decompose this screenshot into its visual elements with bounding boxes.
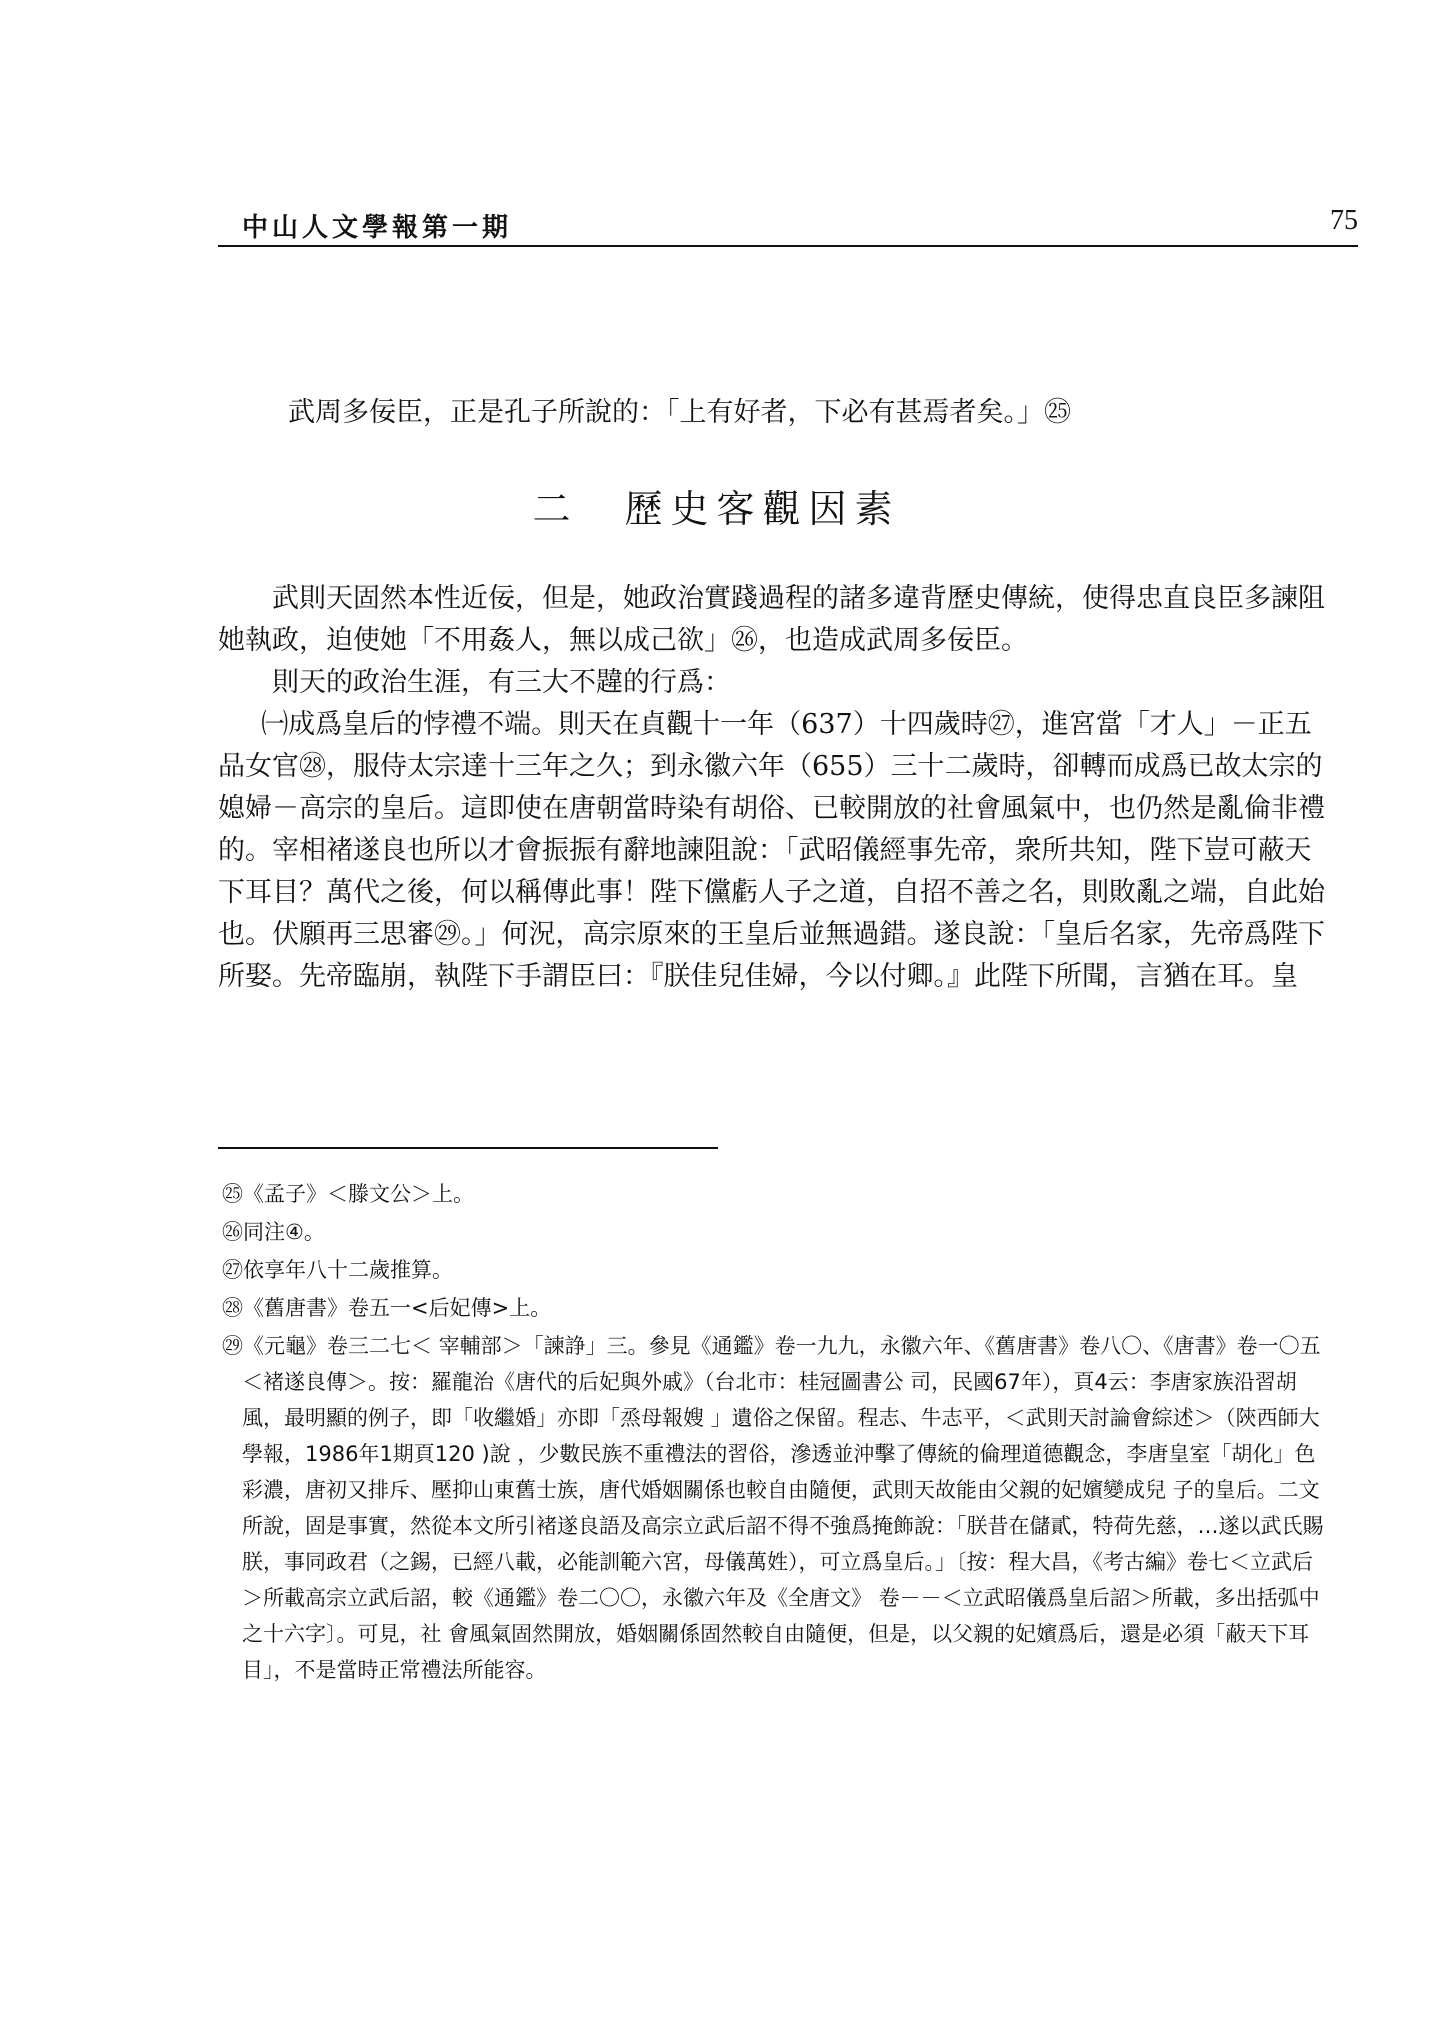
paragraph: ㈠成爲皇后的悖禮不端。則天在貞觀十一年（637）十四歲時㉗，進宮當「才人」－正五品女官㉘，服侍太宗達十三年之久；到永徽六年（655）三十二歲時，卻轉而成爲已故太宗的媳婦－高宗的皇后。這即使在唐朝當時染有胡俗、已較開放的社會風氣中，也仍然是亂倫非禮的。宰相褚遂良也所以才會振振有辭地諫阻說：「武昭儀經事先帝，衆所共知，陛下豈可蔽天下耳目？萬代之後，何以稱傳此事！陛下儻虧人子之道，自招不善之名，則敗亂之端，自此始也。伏願再三思審㉙。」何況，高宗原來的王皇后並無過錯。遂良說：「皇后名家，先帝爲陛下所娶。先帝臨崩，執陛下手謂臣曰：『朕佳兒佳婦，今以付卿。』此陛下所聞，言猶在耳。皇 xyxy=(218,709,1325,992)
paragraph: 武則天固然本性近佞，但是，她政治實踐過程的諸多違背歷史傳統，使得忠直良臣多諫阻她執政，迫使她「不用姦人，無以成己欲」㉖，也造成武周多佞臣。 xyxy=(218,583,1325,656)
page-number: 75 xyxy=(1330,205,1358,236)
footnote: ㉕《孟子》＜滕文公＞上。 xyxy=(222,1182,474,1206)
footnote: ㉙《元龜》卷三二七＜ 宰輔部＞「諫諍」三。參見《通鑑》卷一九九，永徽六年、《舊唐書》卷八〇、《唐書》卷一〇五＜褚遂良傳＞。按：羅龍治《唐代的后妃與外戚》（台北市：桂冠圖書公 司，民國67年），頁4云：李唐家族沿習胡風，最明顯的例子，即「收繼婚」亦即「烝母報嫂 」遺俗之保留。程志、牛志平，＜武則天討論會綜述＞（陝西師大學報，1986年1期頁120 )說 ，少數民族不重禮法的習俗，滲透並沖擊了傳統的倫理道德觀念，李唐皇室「胡化」色彩濃，唐初又排斥、壓抑山東舊士族，唐代婚姻關係也較自由隨便，武則天故能由父親的妃嬪變成兒 子的皇后。二文所說，固是事實，然從本文所引褚遂良語及高宗立武后詔不得不強爲掩飾說：「朕昔在儲貳，特荷先慈，…遂以武氏賜朕，事同政君（之錫，已經八載，必能訓範六宮，母儀萬姓），可立爲皇后。」〔按：程大昌，《考古編》卷七＜立武后＞所載高宗立武后詔，較《通鑑》卷二〇〇，永徽六年及《全唐文》 卷－－＜立武昭儀爲皇后詔＞所載，多出括弧中之十六字〕。可見，社 會風氣固然開放，婚姻關係固然較自由隨便，但是，以父親的妃嬪爲后，還是必須「蔽天下耳 目」，不是當時正常禮法所能容。 xyxy=(222,1334,1324,1682)
footnote: ㉖同注④。 xyxy=(222,1220,325,1244)
lead-line: 武周多佞臣，正是孔子所說的：「上有好者，下必有甚焉者矣。」㉕ xyxy=(288,397,1071,428)
section-heading: 二 歷史客觀因素 xyxy=(532,487,901,531)
body-paragraphs xyxy=(218,578,1328,998)
footnote: ㉗依享年八十二歲推算。 xyxy=(222,1258,453,1282)
footnotes xyxy=(222,1176,1332,1690)
running-header xyxy=(218,205,1358,247)
paragraph: 則天的政治生涯，有三大不韙的行爲： xyxy=(272,667,731,698)
journal-title: 中山人文學報第一期 xyxy=(242,213,513,243)
footnote: ㉘《舊唐書》卷五一<后妃傳>上。 xyxy=(222,1296,552,1320)
footnote-divider xyxy=(218,1147,718,1149)
